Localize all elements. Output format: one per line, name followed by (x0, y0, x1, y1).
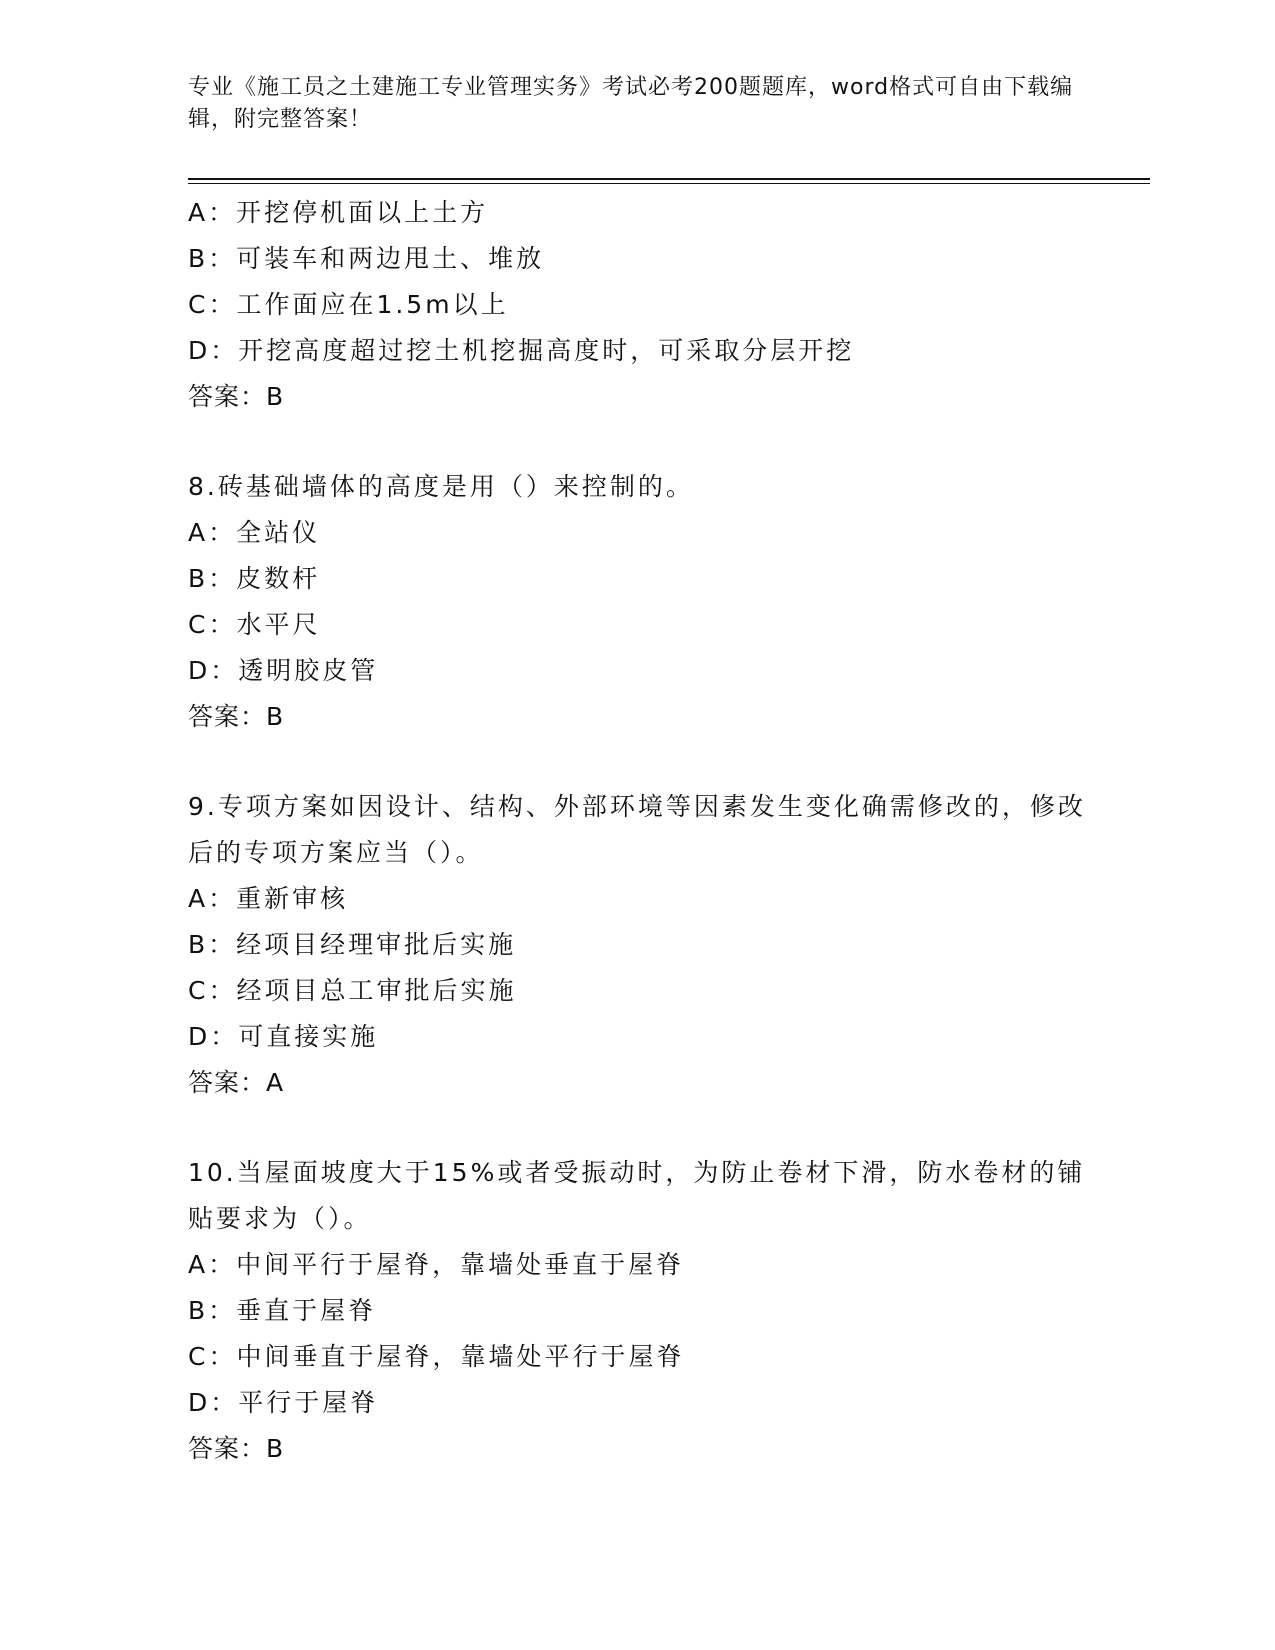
option-d: D：可直接实施 (188, 1022, 379, 1051)
question-7 (188, 190, 1108, 420)
option-a: A：重新审核 (188, 884, 349, 913)
option-b: B：皮数杆 (188, 564, 321, 593)
option-b: B：经项目经理审批后实施 (188, 930, 517, 959)
option-d: D：平行于屋脊 (188, 1388, 379, 1417)
question-stem: 8.砖基础墙体的高度是用（）来控制的。 (188, 472, 694, 501)
option-c: C：水平尺 (188, 610, 321, 639)
answer-line: 答案：B (188, 702, 285, 731)
option-a: A：全站仪 (188, 518, 321, 547)
option-c: C：经项目总工审批后实施 (188, 976, 517, 1005)
header-rule-thick (188, 178, 1150, 180)
question-list (188, 190, 1108, 1472)
document-header: 专业《施工员之土建施工专业管理实务》考试必考200题题库，word格式可自由下载编辑，附完整答案！ (188, 75, 1074, 132)
header-rule-thin (188, 183, 1150, 184)
option-a: A：开挖停机面以上土方 (188, 198, 489, 227)
question-10 (188, 1150, 1108, 1472)
answer-line: 答案：B (188, 382, 285, 411)
option-c: C：工作面应在1.5m以上 (188, 290, 509, 319)
question-stem: 9.专项方案如因设计、结构、外部环境等因素发生变化确需修改的，修改后的专项方案应当（）。 (188, 792, 1086, 867)
question-stem: 10.当屋面坡度大于15%或者受振动时，为防止卷材下滑，防水卷材的铺贴要求为（）。 (188, 1158, 1086, 1233)
option-b: B：垂直于屋脊 (188, 1296, 377, 1325)
option-c: C：中间垂直于屋脊，靠墙处平行于屋脊 (188, 1342, 685, 1371)
answer-line: 答案：B (188, 1434, 285, 1463)
option-d: D：透明胶皮管 (188, 656, 379, 685)
question-8 (188, 464, 1108, 740)
answer-line: 答案：A (188, 1068, 285, 1097)
question-9 (188, 784, 1108, 1106)
option-b: B：可装车和两边甩土、堆放 (188, 244, 545, 273)
option-d: D：开挖高度超过挖土机挖掘高度时，可采取分层开挖 (188, 336, 855, 365)
option-a: A：中间平行于屋脊，靠墙处垂直于屋脊 (188, 1250, 685, 1279)
